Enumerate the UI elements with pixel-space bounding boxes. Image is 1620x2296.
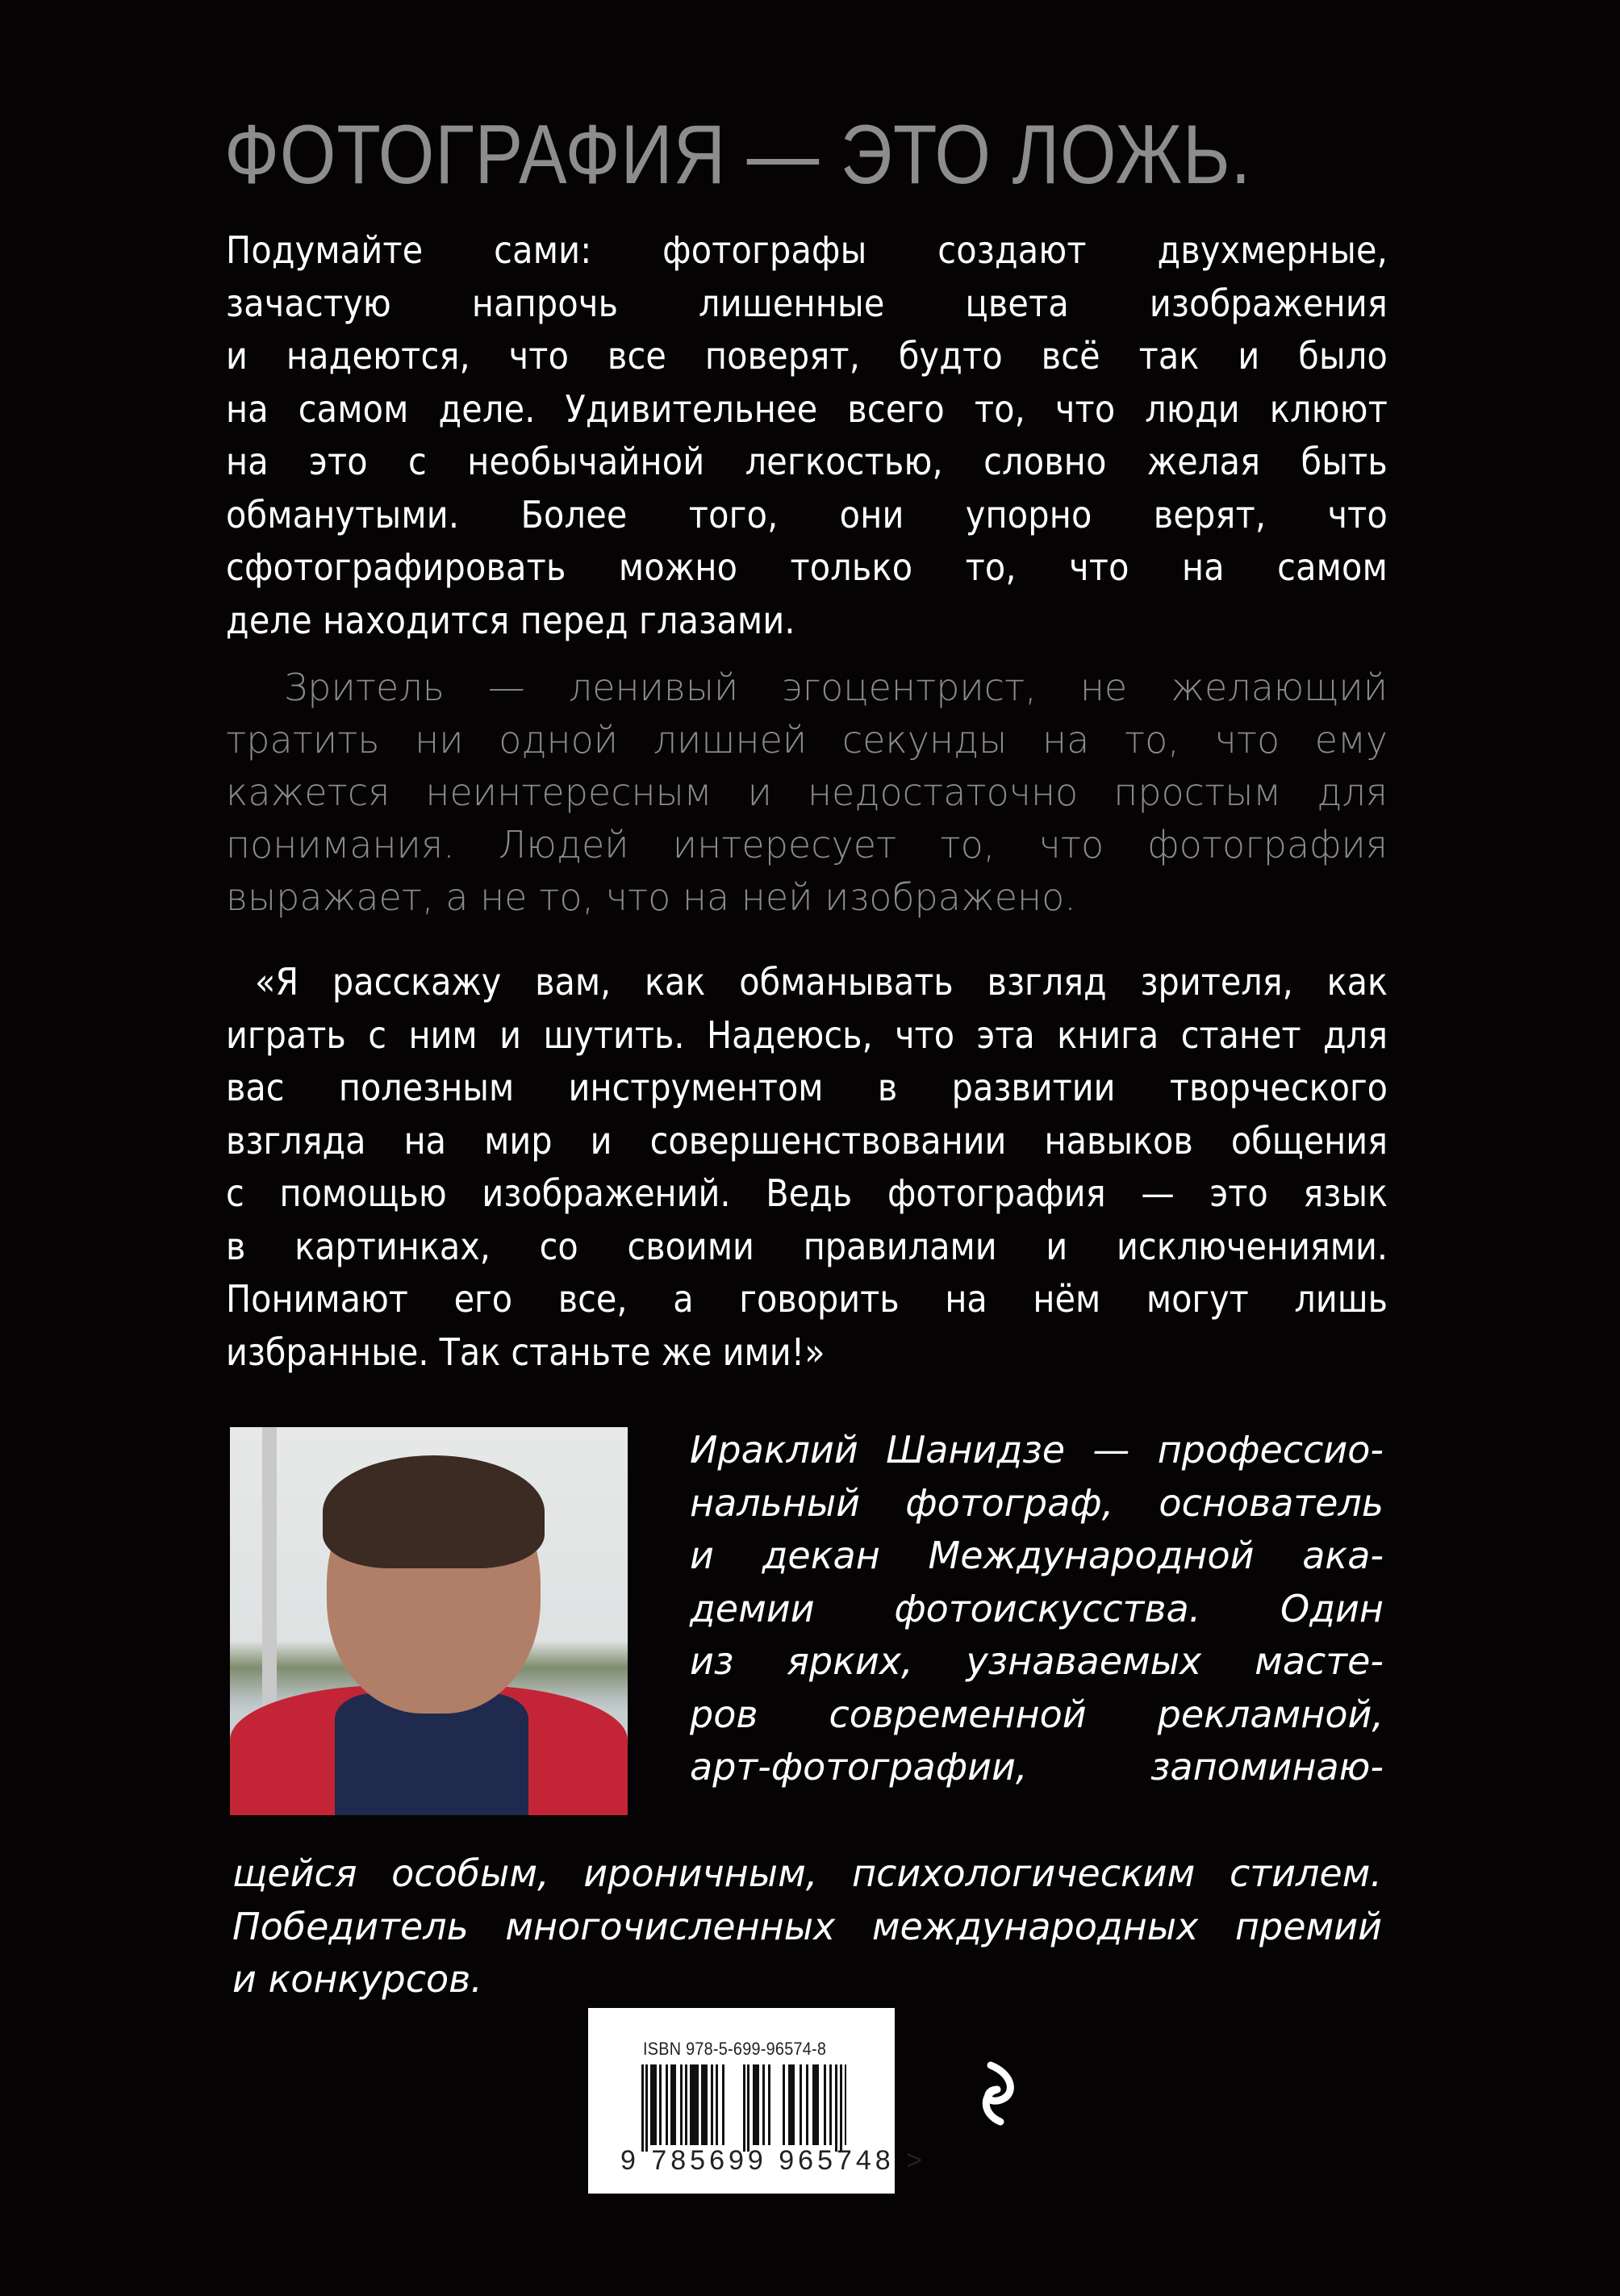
quote-line: в картинках, со своими правилами и исключениями.	[226, 1224, 1388, 1268]
viewer-line: тратить ни одной лишней секунды на то, что ему	[226, 718, 1388, 762]
intro-line: Подумайте сами: фотографы создают двухмерные,	[226, 228, 1388, 272]
intro-line: на это с необычайной легкостью, словно желая быть	[226, 440, 1388, 483]
bio-line: Победитель многочисленных международных премий	[232, 1904, 1382, 1948]
photo-hair	[323, 1455, 545, 1568]
intro-line: обманутыми. Более того, они упорно верят, что	[226, 492, 1388, 536]
bio-line: нальный фотограф, основатель	[690, 1480, 1384, 1525]
bio-line: ров современной рекламной,	[690, 1692, 1384, 1736]
bio-line: и декан Международной ака-	[690, 1534, 1384, 1577]
author-photo	[230, 1427, 628, 1815]
cover-title: ФОТОГРАФИЯ — ЭТО ЛОЖЬ.	[224, 108, 1252, 202]
quote-line: взгляда на мир и совершенствовании навыков общения	[226, 1118, 1388, 1163]
author-bio-full	[232, 1847, 1382, 2006]
quote-line: «Я расскажу вам, как обманывать взгляд зрителя, как	[255, 960, 1388, 1004]
intro-line: деле находится перед глазами.	[226, 598, 795, 642]
bio-line: и конкурсов.	[232, 1957, 482, 2001]
quote-line: вас полезным инструментом в развитии творческого	[226, 1066, 1388, 1109]
viewer-line: Зритель — ленивый эгоцентрист, не желающий	[284, 666, 1388, 709]
viewer-line: кажется неинтересным и недостаточно простым для	[226, 770, 1388, 814]
eksmo-logo-icon	[976, 2057, 1021, 2130]
quote-line: Понимают его все, а говорить на нём могут лишь	[226, 1277, 1388, 1321]
ean-digits: 9 785699 965748 >	[620, 2145, 927, 2176]
isbn-barcode	[588, 2008, 927, 2194]
isbn-label: ISBN 978-5-699-96574-8	[643, 2039, 827, 2059]
quote-line: играть с ним и шутить. Надеюсь, что эта книга станет для	[226, 1012, 1388, 1057]
barcode-icon	[641, 2064, 851, 2152]
intro-line: и надеются, что все поверят, будто всё так и было	[226, 334, 1388, 378]
viewer-line: понимания. Людей интересует то, что фотография	[226, 823, 1388, 866]
intro-line: зачастую напрочь лишенные цвета изображения	[226, 281, 1388, 325]
bio-line: из ярких, узнаваемых масте-	[690, 1639, 1384, 1683]
viewer-paragraph	[226, 662, 1388, 924]
viewer-line: выражает, а не то, что на ней изображено.	[226, 875, 1076, 919]
bio-line: арт-фотографии, запоминаю-	[690, 1745, 1384, 1789]
intro-line: сфотографировать можно только то, что на самом	[226, 545, 1388, 589]
bio-line: Ираклий Шанидзе — профессио-	[690, 1428, 1384, 1472]
intro-paragraph	[226, 224, 1388, 647]
quote-line: избранные. Так станьте же ими!»	[226, 1330, 825, 1374]
bio-line: демии фотоискусства. Один	[690, 1586, 1384, 1630]
quote-line: с помощью изображений. Ведь фотография — это язык	[226, 1171, 1388, 1215]
intro-line: на самом деле. Удивительнее всего то, что люди клюют	[226, 386, 1388, 431]
bio-line: щейся особым, ироничным, психологическим стилем.	[232, 1851, 1382, 1895]
author-quote	[226, 956, 1388, 1379]
author-bio-side	[690, 1424, 1384, 1794]
